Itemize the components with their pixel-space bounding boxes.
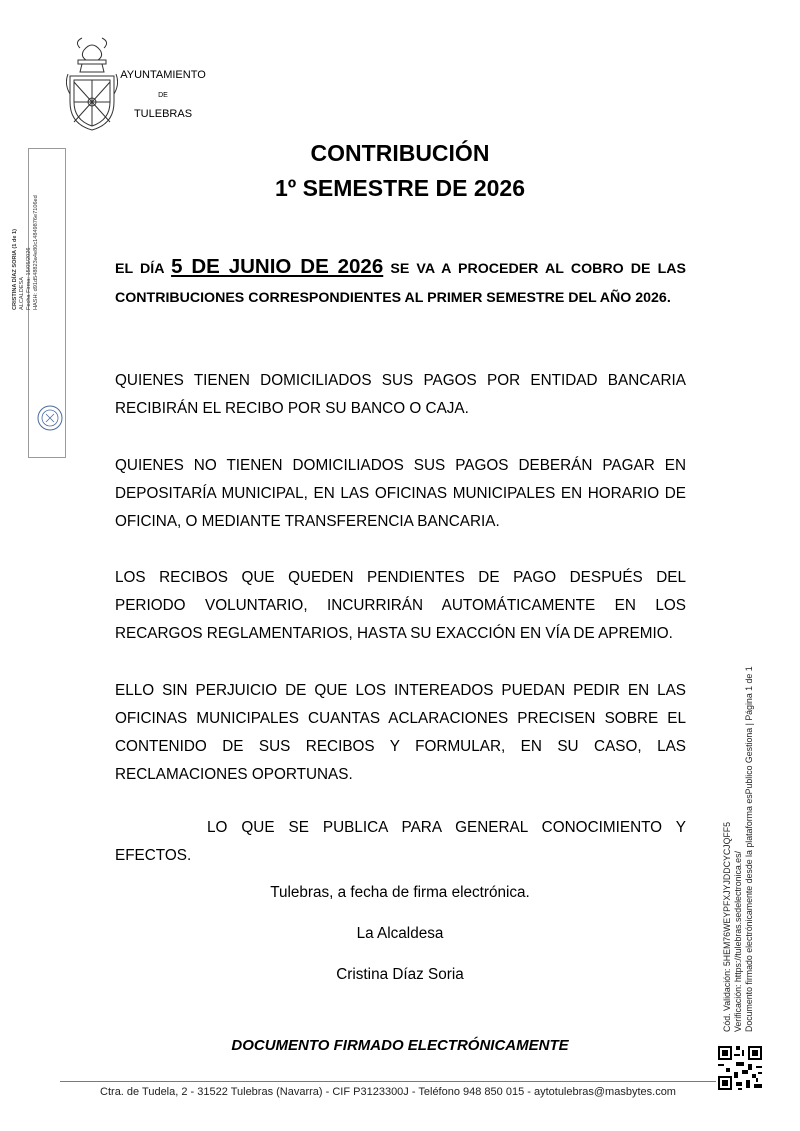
signature-date-line: Fecha Firma: 15/05/2026 — [26, 247, 32, 310]
verification-url: Verificación: https://tulebras.sedelectronica.es/ — [733, 851, 743, 1032]
header-town-name: TULEBRAS — [133, 108, 193, 120]
collection-date: 5 DE JUNIO DE 2026 — [171, 255, 384, 278]
p1-suffix: SE VA A PROCEDER AL COBRO DE LAS CONTRIBUCIONES CORRESPONDIENTES AL PRIMER SEMESTRE DEL AÑO 2026. — [115, 261, 686, 306]
header-preposition: DE — [158, 92, 168, 99]
platform-note: Documento firmado electrónicamente desde la plataforma esPublico Gestiona | Página 1 de 1 — [744, 666, 754, 1032]
document-subtitle: 1º SEMESTRE DE 2026 — [274, 175, 525, 201]
document-title: CONTRIBUCIÓN — [310, 140, 490, 166]
signature-hash-line: HASH: d91d548823a4e80c14849876e7106ed — [33, 195, 39, 310]
header-municipality-label: AYUNTAMIENTO — [120, 69, 206, 81]
signer-role-line: ALCALDESA — [19, 277, 25, 310]
paragraph-publication — [115, 814, 686, 870]
footer-address: Ctra. de Tudela, 2 - 31522 Tulebras (Navarra) - CIF P3123300J - Teléfono 948 850 015 - aytotulebras@masbytes.com — [100, 1086, 676, 1098]
qr-code-icon — [716, 1044, 764, 1092]
signer-line: CRISTINA DÍAZ SORIA (1 de 1) — [12, 228, 18, 310]
paragraph-non-direct-debit: QUIENES NO TIENEN DOMICILIADOS SUS PAGOS DEBERÁN PAGAR EN DEPOSITARÍA MUNICIPAL, EN LAS OFICINAS MUNICIPALES EN HORARIO DE OFICINA, O MEDIANTE TRANSFERENCIA BANCARIA. — [115, 457, 686, 530]
place-date: Tulebras, a fecha de firma electrónica. — [270, 884, 530, 901]
paragraph-collection-date — [115, 252, 686, 313]
verification-info — [722, 666, 762, 1032]
signer-role: La Alcaldesa — [356, 925, 444, 942]
validation-code: Cód. Validación: 5HEM76WEYPFXJYJDDCYCJQFF5 — [722, 821, 732, 1032]
p1-prefix: EL DÍA — [115, 261, 172, 277]
official-seal-icon — [36, 398, 64, 438]
footer-divider — [60, 1081, 716, 1082]
paragraph-direct-debit: QUIENES TIENEN DOMICILIADOS SUS PAGOS POR ENTIDAD BANCARIA RECIBIRÁN EL RECIBO POR SU BANCO O CAJA. — [115, 372, 686, 417]
signer-name: Cristina Díaz Soria — [336, 966, 464, 983]
paragraph-late-payment: LOS RECIBOS QUE QUEDEN PENDIENTES DE PAGO DESPUÉS DEL PERIODO VOLUNTARIO, INCURRIRÁN AUTOMÁTICAMENTE EN LOS RECARGOS REGLAMENTARIOS, HASTA SU EXACCIÓN EN VÍA DE APREMIO. — [115, 569, 686, 642]
publication-text: LO QUE SE PUBLICA PARA GENERAL CONOCIMIENTO Y EFECTOS. — [115, 819, 686, 864]
paragraph-clarifications: ELLO SIN PERJUICIO DE QUE LOS INTEREADOS PUEDAN PEDIR EN LAS OFICINAS MUNICIPALES CUANTAS ACLARACIONES PRECISEN SOBRE EL CONTENIDO DE SUS RECIBOS Y FORMULAR, EN SU CASO, LAS RECLAMACIONES OPORTUNAS. — [115, 682, 686, 783]
electronically-signed-note: DOCUMENTO FIRMADO ELECTRÓNICAMENTE — [231, 1037, 569, 1054]
